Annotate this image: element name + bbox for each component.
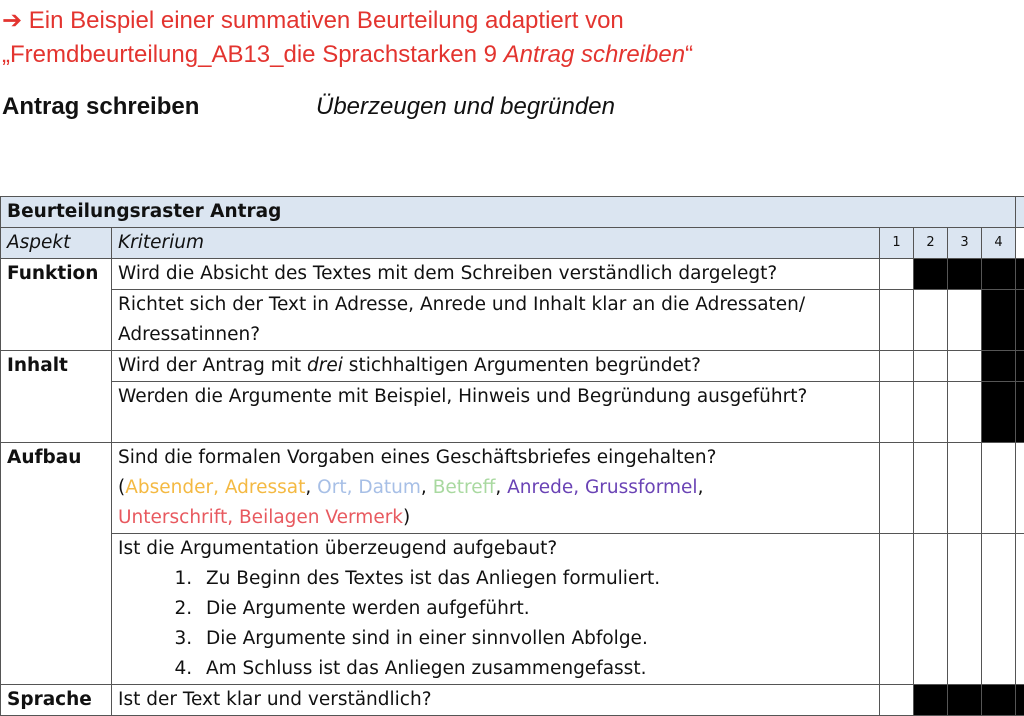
aspect-inhalt: Inhalt xyxy=(1,351,112,443)
criterion-text: Wird die Absicht des Textes mit dem Schreiben verständlich dargelegt? xyxy=(112,259,880,290)
list-item: 3. Die Argumente sind in einer sinnvollen Abfolge. xyxy=(198,624,873,654)
table-row xyxy=(1,443,1024,534)
score-cell[interactable] xyxy=(880,290,914,351)
score-cell[interactable] xyxy=(982,443,1016,534)
subheading-title: Antrag schreiben xyxy=(2,93,199,120)
criterion-list xyxy=(118,564,873,684)
table-row xyxy=(1,382,1024,443)
subheading xyxy=(2,92,199,122)
score-cell[interactable] xyxy=(982,534,1016,685)
aspect-funktion: Funktion xyxy=(1,259,112,351)
criterion-text: Wird der Antrag mit drei stichhaltigen Argumenten begründet? xyxy=(112,351,880,382)
score-cell[interactable] xyxy=(914,443,948,534)
letter-parts: (Absender, Adressat, Ort, Datum, Betreff, Anrede, Grussformel, xyxy=(118,473,873,503)
score-cell[interactable] xyxy=(948,534,982,685)
criterion-text: Ist die Argumentation überzeugend aufgebaut? 1. Zu Beginn des Textes ist das Anliegen formuliert. 2. Die Argumente werden aufgeführt. 3. Die Argumente sind in einer sinnvollen Abfolge. 4. Am Schluss ist das Anliegen zusammengefasst. xyxy=(112,534,880,685)
criterion-text: Sind die formalen Vorgaben eines Geschäftsbriefes eingehalten? (Absender, Adressat, Ort, Datum, Betreff, Anrede, Grussformel, Unterschrift, Beilagen Vermerk) xyxy=(112,443,880,534)
score-header-1: 1 xyxy=(880,228,914,259)
score-cell[interactable] xyxy=(880,382,914,443)
score-cell-blocked xyxy=(982,382,1016,443)
criterion-text: Werden die Argumente mit Beispiel, Hinweis und Begründung ausgeführt? xyxy=(112,382,880,443)
score-cell-blocked xyxy=(948,685,982,716)
score-cell-blocked xyxy=(948,259,982,290)
score-cell[interactable] xyxy=(948,290,982,351)
table-title-row xyxy=(1,197,1024,228)
header-aspekt: Aspekt xyxy=(1,228,112,259)
score-cell-blocked xyxy=(914,259,948,290)
table-row xyxy=(1,351,1024,382)
table-title: Beurteilungsraster Antrag xyxy=(1,197,1016,228)
score-cell[interactable] xyxy=(914,382,948,443)
score-cell-blocked xyxy=(982,259,1016,290)
table-row xyxy=(1,685,1024,716)
score-cell-blocked xyxy=(982,685,1016,716)
score-cell[interactable] xyxy=(948,351,982,382)
document-heading-line1: ➔ Ein Beispiel einer summativen Beurteilung adaptiert von xyxy=(2,6,624,36)
score-header-3: 3 xyxy=(948,228,982,259)
document-heading-line2: „Fremdbeurteilung_AB13_die Sprachstarken 9 Antrag schreiben“ xyxy=(2,40,693,70)
score-cell[interactable] xyxy=(880,534,914,685)
list-item: 4. Am Schluss ist das Anliegen zusammengefasst. xyxy=(198,654,873,684)
score-cell[interactable] xyxy=(914,534,948,685)
score-cell-blocked xyxy=(982,290,1016,351)
score-cell[interactable] xyxy=(880,259,914,290)
criterion-text: Ist der Text klar und verständlich? xyxy=(112,685,880,716)
criterion-text: Richtet sich der Text in Adresse, Anrede und Inhalt klar an die Adressaten/ Adressatinnen? xyxy=(112,290,880,351)
list-item: 2. Die Argumente werden aufgeführt. xyxy=(198,594,873,624)
aspect-aufbau: Aufbau xyxy=(1,443,112,685)
score-cell[interactable] xyxy=(948,443,982,534)
score-cell[interactable] xyxy=(880,443,914,534)
score-cell[interactable] xyxy=(880,351,914,382)
arrow-icon: ➔ xyxy=(2,7,22,34)
score-cell[interactable] xyxy=(948,382,982,443)
table-header-row xyxy=(1,228,1024,259)
score-cell-blocked xyxy=(982,351,1016,382)
score-header-4: 4 xyxy=(982,228,1016,259)
score-cell[interactable] xyxy=(880,685,914,716)
table-row xyxy=(1,259,1024,290)
header-kriterium: Kriterium xyxy=(112,228,880,259)
assessment-grid xyxy=(0,196,1024,716)
score-cell[interactable] xyxy=(914,351,948,382)
table-row xyxy=(1,534,1024,685)
score-header-2: 2 xyxy=(914,228,948,259)
subheading-subtitle: Überzeugen und begründen xyxy=(316,92,615,122)
score-cell[interactable] xyxy=(914,290,948,351)
aspect-sprache: Sprache xyxy=(1,685,112,716)
list-item: 1. Zu Beginn des Textes ist das Anliegen formuliert. xyxy=(198,564,873,594)
table-row xyxy=(1,290,1024,351)
score-cell-blocked xyxy=(914,685,948,716)
